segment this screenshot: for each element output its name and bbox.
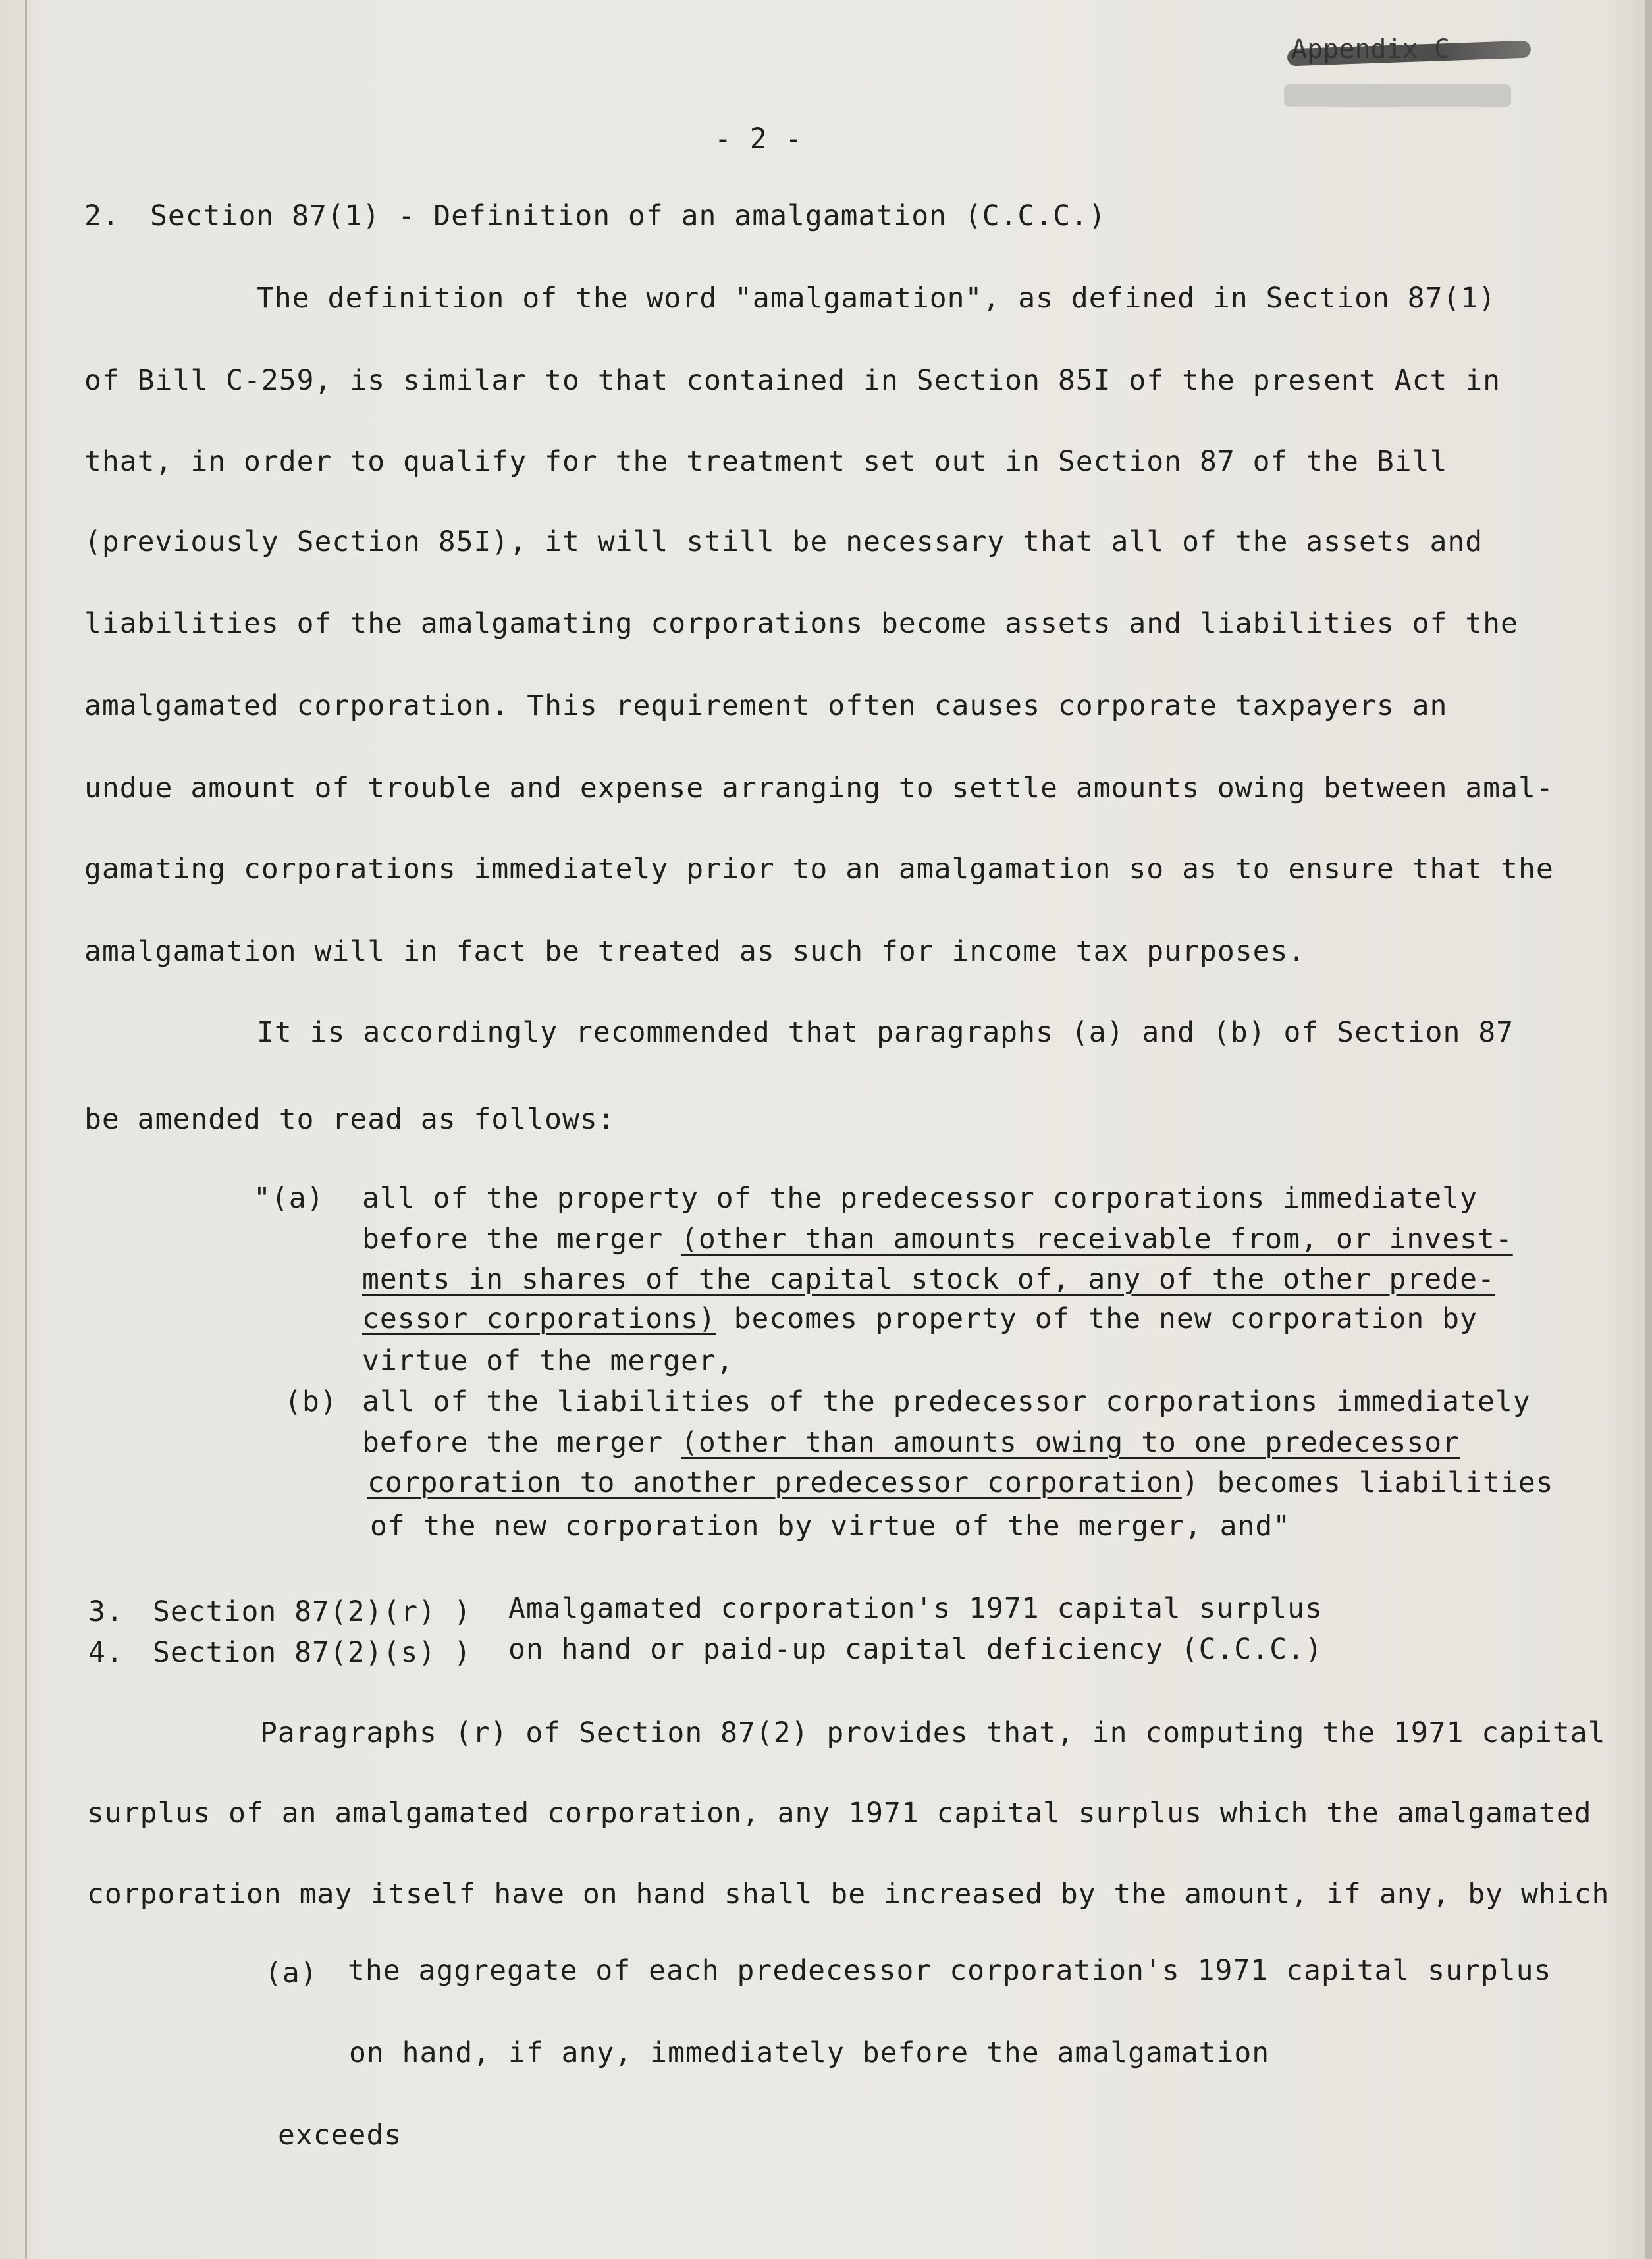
- appendix-mark: [1287, 38, 1531, 63]
- section-4-ref: Section 87(2)(s) ): [153, 1636, 471, 1669]
- quote-a-line: virtue of the merger,: [362, 1344, 734, 1377]
- section-3-ref: Section 87(2)(r) ): [153, 1595, 471, 1628]
- item-a-label: (a): [265, 1957, 318, 1990]
- paragraph-3-line: corporation may itself have on hand shall be increased by the amount, if any, by which: [87, 1878, 1610, 1911]
- quote-b-label: (b): [284, 1385, 338, 1418]
- quote-a-underlined: (other than amounts receivable from, or invest-: [681, 1223, 1513, 1256]
- section-3-text: Amalgamated corporation's 1971 capital surplus: [508, 1592, 1323, 1625]
- paragraph-2-line: be amended to read as follows:: [84, 1103, 616, 1136]
- paragraph-1-line: The definition of the word "amalgamation", as defined in Section 87(1): [257, 282, 1497, 315]
- paragraph-1-line: amalgamated corporation. This requirement often causes corporate taxpayers an: [84, 689, 1448, 722]
- quote-a-line: [362, 1223, 1513, 1256]
- item-a-line: on hand, if any, immediately before the amalgamation: [349, 2036, 1270, 2069]
- paragraph-2-line: It is accordingly recommended that paragraphs (a) and (b) of Section 87: [257, 1016, 1514, 1049]
- page-left-edge: [25, 0, 27, 2259]
- paragraph-1-line: undue amount of trouble and expense arranging to settle amounts owing between amal-: [84, 772, 1554, 805]
- quote-a-plain: before the merger: [362, 1223, 681, 1256]
- quote-b-plain: ) becomes liabilities: [1181, 1466, 1554, 1499]
- section-4-text: on hand or paid-up capital deficiency (C.C.C.): [508, 1633, 1323, 1666]
- quote-b-line: [367, 1466, 1554, 1499]
- paragraph-1-line: liabilities of the amalgamating corporations become assets and liabilities of the: [84, 607, 1518, 640]
- section-4-number: 4.: [88, 1636, 124, 1669]
- paragraph-1-line: of Bill C-259, is similar to that contained in Section 85I of the present Act in: [84, 364, 1501, 397]
- quote-a-underlined: ments in shares of the capital stock of, any of the other prede-: [362, 1263, 1495, 1296]
- page-number: - 2 -: [714, 122, 803, 155]
- section-3-number: 3.: [88, 1595, 124, 1628]
- page-right-edge: [1645, 0, 1652, 2259]
- quote-b-line: of the new corporation by virtue of the merger, and": [370, 1510, 1291, 1543]
- quote-b-underlined: corporation to another predecessor corporation: [367, 1466, 1182, 1499]
- quote-a-line: all of the property of the predecessor corporations immediately: [362, 1182, 1478, 1215]
- quote-a-plain: becomes property of the new corporation by: [716, 1302, 1478, 1335]
- quote-a-label: "(a): [253, 1182, 325, 1215]
- quote-a-line: [362, 1263, 1495, 1296]
- paragraph-1-line: that, in order to qualify for the treatment set out in Section 87 of the Bill: [84, 445, 1448, 478]
- item-a-line: the aggregate of each predecessor corporation's 1971 capital surplus: [348, 1954, 1552, 1987]
- ghost-mark: [1284, 84, 1511, 107]
- quote-b-line: all of the liabilities of the predecessor corporations immediately: [362, 1385, 1531, 1418]
- exceeds-word: exceeds: [278, 2119, 402, 2152]
- section-2-number: 2.: [84, 199, 120, 232]
- paragraph-1-line: (previously Section 85I), it will still be necessary that all of the assets and: [84, 525, 1483, 558]
- paragraph-1-line: gamating corporations immediately prior to an amalgamation so as to ensure that the: [84, 853, 1554, 886]
- quote-b-plain: before the merger: [362, 1426, 681, 1459]
- paragraph-3-line: Paragraphs (r) of Section 87(2) provides that, in computing the 1971 capital: [260, 1716, 1606, 1749]
- quote-a-underlined: cessor corporations): [362, 1302, 716, 1335]
- section-2-title: Section 87(1) - Definition of an amalgamation (C.C.C.): [150, 199, 1106, 232]
- quote-b-underlined: (other than amounts owing to one predecessor: [681, 1426, 1460, 1459]
- quote-b-line: [362, 1426, 1460, 1459]
- paragraph-3-line: surplus of an amalgamated corporation, any 1971 capital surplus which the amalgamated: [87, 1797, 1592, 1830]
- paragraph-1-line: amalgamation will in fact be treated as such for income tax purposes.: [84, 935, 1306, 968]
- quote-a-line: [362, 1302, 1478, 1335]
